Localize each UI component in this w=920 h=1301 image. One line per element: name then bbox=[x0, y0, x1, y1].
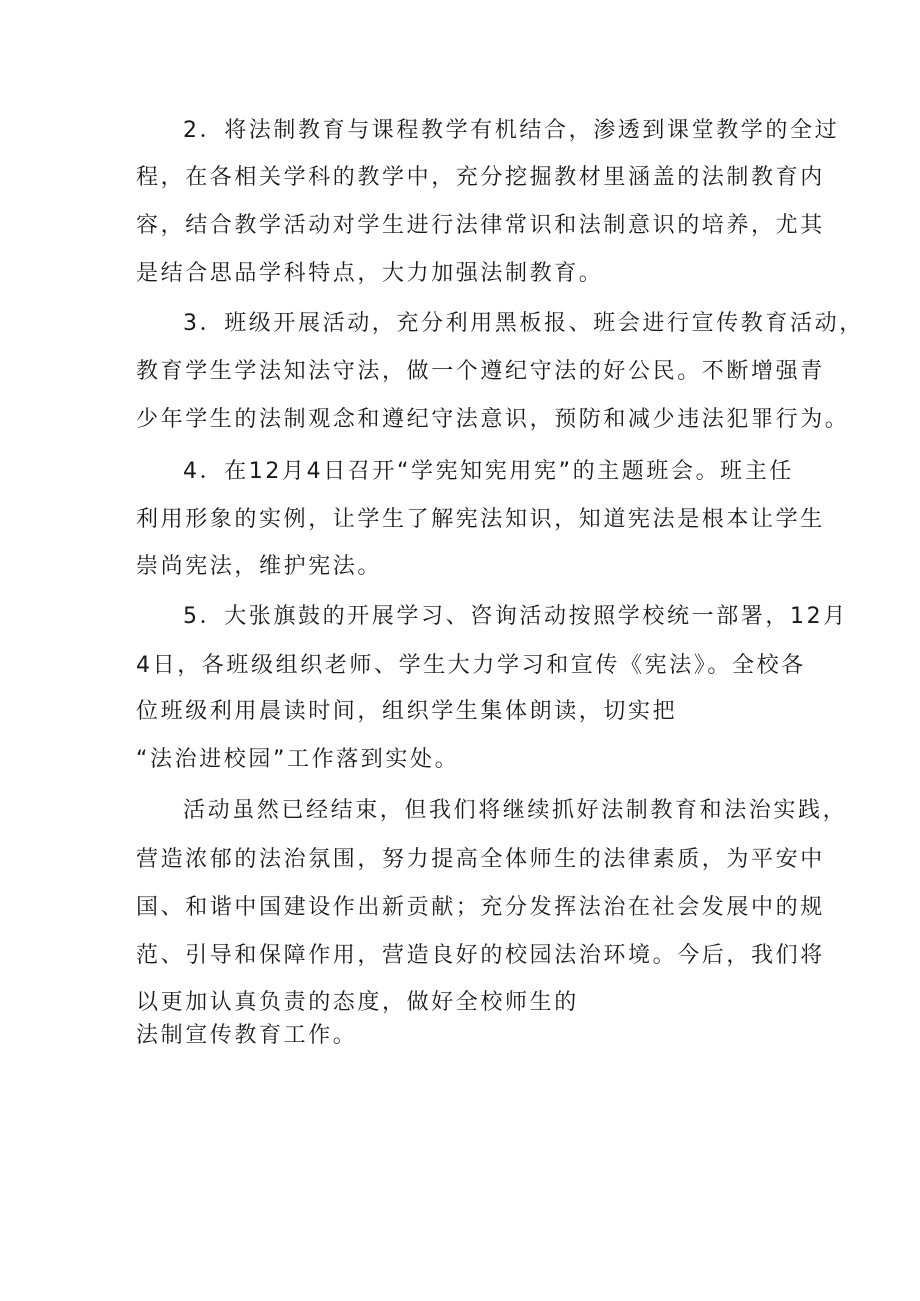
paragraph-4-line-3: 崇尚宪法，维护宪法。 bbox=[136, 554, 383, 579]
paragraph-2-line-3: 容，结合教学活动对学生进行法律常识和法制意识的培养，尤其 bbox=[136, 213, 825, 238]
paragraph-2-line-2: 程，在各相关学科的教学中，充分挖掘教材里涵盖的法制教育内 bbox=[136, 165, 825, 190]
paragraph-4-line-2: 利用形象的实例，让学生了解宪法知识，知道宪法是根本让学生 bbox=[136, 507, 825, 532]
conclusion-line-3: 国、和谐中国建设作出新贡献；充分发挥法治在社会发展中的规 bbox=[136, 895, 825, 920]
paragraph-5-line-1: 5．大张旗鼓的开展学习、咨询活动按照学校统一部署，12月 bbox=[183, 604, 848, 629]
paragraph-5-line-4: “法治进校园”工作落到实处。 bbox=[136, 747, 460, 772]
paragraph-3-line-2: 教育学生学法知法守法，做一个遵纪守法的好公民。不断增强青 bbox=[136, 359, 825, 384]
paragraph-5-line-2: 4日，各班级组织老师、学生大力学习和宣传《宪法》。全校各 bbox=[136, 653, 806, 678]
paragraph-2-line-1: 2．将法制教育与课程教学有机结合，渗透到课堂教学的全过 bbox=[183, 118, 840, 143]
paragraph-5-line-3: 位班级利用晨读时间，组织学生集体朗读，切实把 bbox=[136, 699, 678, 724]
paragraph-2-line-4: 是结合思品学科特点，大力加强法制教育。 bbox=[136, 261, 604, 286]
conclusion-line-2: 营造浓郁的法治氛围，努力提高全体师生的法律素质，为平安中 bbox=[136, 847, 825, 872]
paragraph-3-line-3: 少年学生的法制观念和遵纪守法意识，预防和减少违法犯罪行为。 bbox=[136, 407, 850, 432]
paragraph-3-line-1: 3．班级开展活动，充分利用黑板报、班会进行宣传教育活动， bbox=[183, 311, 864, 336]
conclusion-line-6: 法制宣传教育工作。 bbox=[136, 1023, 358, 1048]
paragraph-4-line-1: 4．在12月4日召开“学宪知宪用宪”的主题班会。班主任 bbox=[183, 459, 794, 484]
conclusion-line-1: 活动虽然已经结束，但我们将继续抓好法制教育和法治实践， bbox=[183, 798, 848, 823]
conclusion-line-4: 范、引导和保障作用，营造良好的校园法治环境。今后，我们将 bbox=[136, 943, 825, 968]
conclusion-line-5: 以更加认真负责的态度，做好全校师生的 bbox=[136, 990, 579, 1015]
